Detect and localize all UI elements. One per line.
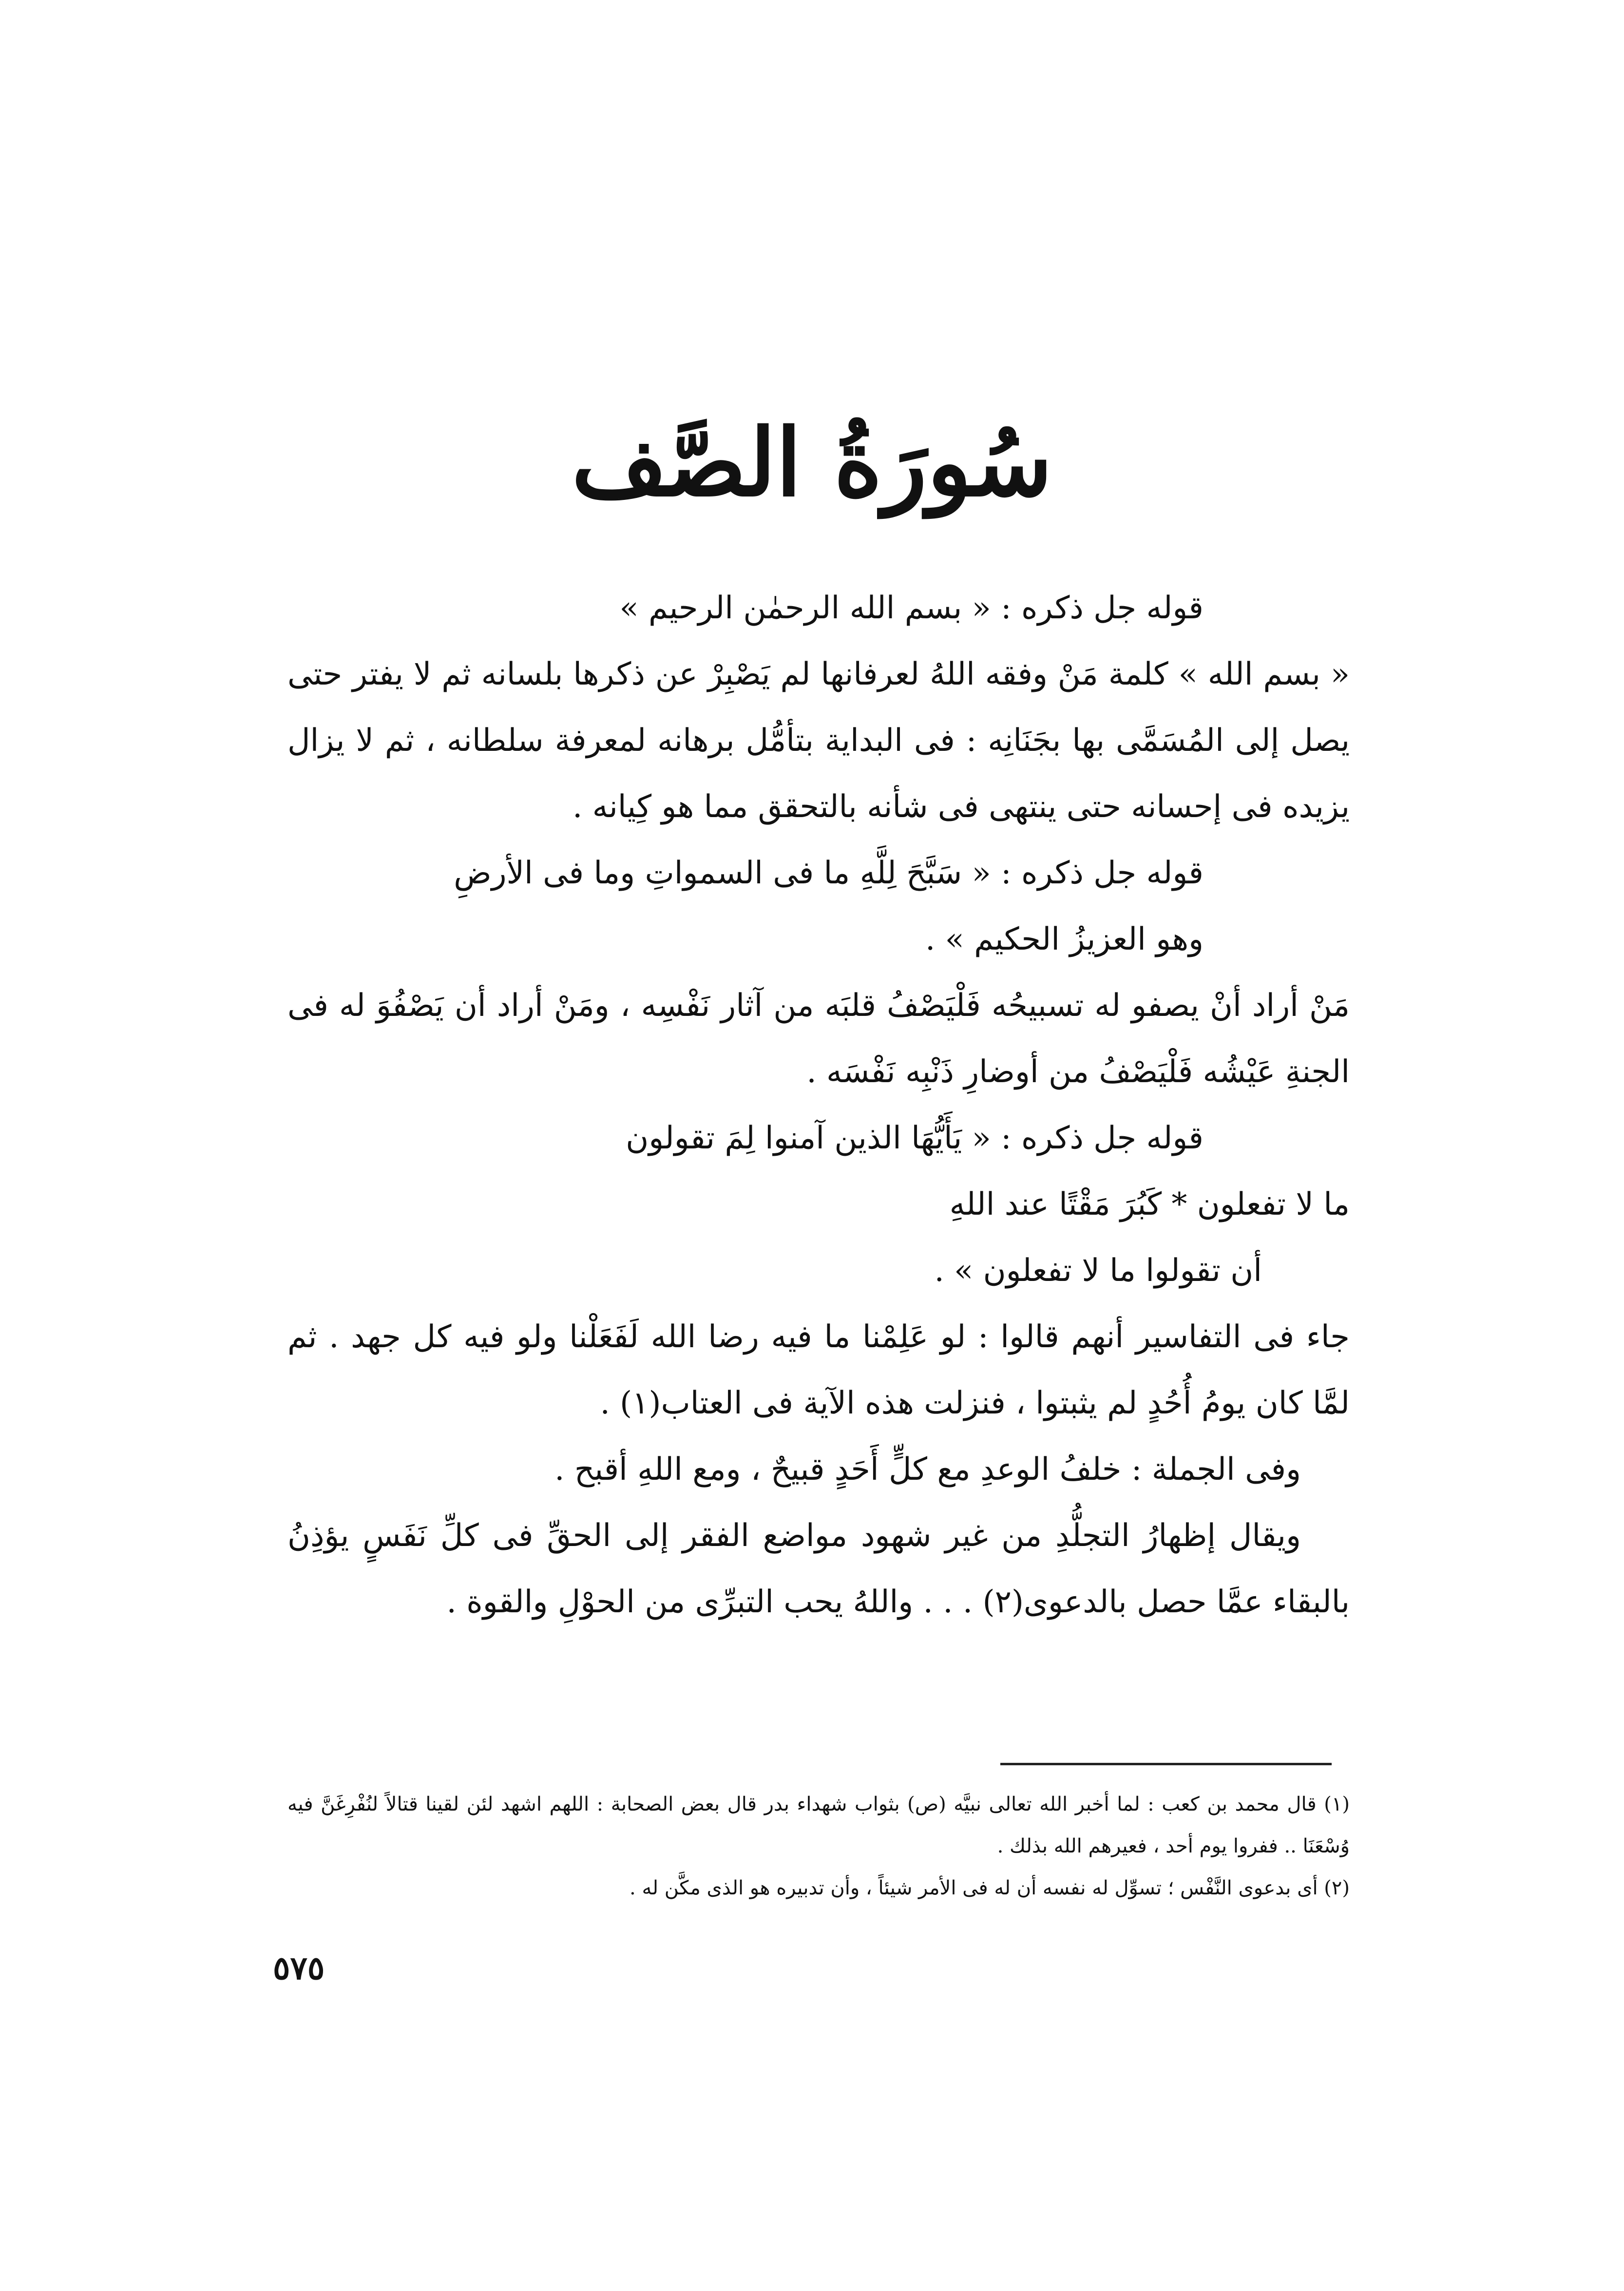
page-body [287,575,1350,1635]
verse-continuation: وهو العزيزُ الحكيم » . [925,921,1204,957]
commentary-paragraph: « بسم الله » كلمة مَنْ وفقه اللهُ لعرفانها لم يَصْبِرْ عن ذكرها بلسانه ثم لا يفتر حتى يصل إلى المُسَمَّى بها بجَنَانِه : فى البداية بتأمُّل برهانه لمعرفة سلطانه ، ثم لا يزال يزيده فى إحسانه حتى ينتهى فى شأنه بالتحقق مما هو كِيانه . [287,656,1350,825]
verse-heading: قوله جل ذكره : « سَبَّحَ لِلَّهِ ما فى السمواتِ وما فى الأرضِ [454,855,1204,891]
verse-heading: قوله جل ذكره : « بسم الله الرحمٰن الرحيم » [619,590,1204,626]
footnote-2: (٢) أى بدعوى النَّفْس ؛ تسوِّل له نفسه أن له فى الأمر شيئاً ، وأن تدبيره هو الذى مكَّن له . [630,1877,1350,1899]
commentary-paragraph: وفى الجملة : خلفُ الوعدِ مع كلٍّ أَحَدٍ قبيحٌ ، ومع اللهِ أقبح . [554,1451,1301,1488]
page-number: ٥٧٥ [273,1949,325,1987]
verse-heading: قوله جل ذكره : « يَأَيُّهَا الذين آمنوا لِمَ تقولون [626,1120,1204,1156]
commentary-paragraph: ويقال إظهارُ التجلُّدِ من غير شهود مواضع الفقر إلى الحقِّ فى كلِّ نَفَسٍ يؤذِنُ بالبقاء عمَّا حصل بالدعوى(٢) . . . واللهُ يحب التبرِّى من الحوْلِ والقوة . [287,1518,1350,1620]
footnote-1: (١) قال محمد بن كعب : لما أخبر الله تعالى نبيَّه (ص) بثواب شهداء بدر قال بعض الصحابة : اللهم اشهد لئن لقينا قتالاً لنُفْرِغَنَّ فيه وُسْعَنَا .. ففروا يوم أحد ، فعيرهم الله بذلك . [287,1793,1350,1857]
commentary-paragraph: مَنْ أراد أنْ يصفو له تسبيحُه فَلْيَصْفُ قلبَه من آثار نَفْسِه ، ومَنْ أراد أن يَصْفُوَ له فى الجنةِ عَيْشُه فَلْيَصْفُ من أوضارِ ذَنْبِه نَفْسَه . [287,988,1350,1090]
footnote-divider [1000,1763,1332,1765]
commentary-paragraph: جاء فى التفاسير أنهم قالوا : لو عَلِمْنا ما فيه رضا الله لَفَعَلْنا ولو فيه كل جهد . ثم لمَّا كان يومُ أُحُدٍ لم يثبتوا ، فنزلت هذه الآية فى العتاب(١) . [287,1319,1350,1421]
surah-title: سُورَةُ الصَّف [572,408,1052,517]
verse-continuation: أن تقولوا ما لا تفعلون » . [934,1253,1262,1289]
footnotes [287,1783,1350,1909]
verse-continuation: ما لا تفعلون * كَبُرَ مَقْتًا عند اللهِ [949,1186,1350,1222]
